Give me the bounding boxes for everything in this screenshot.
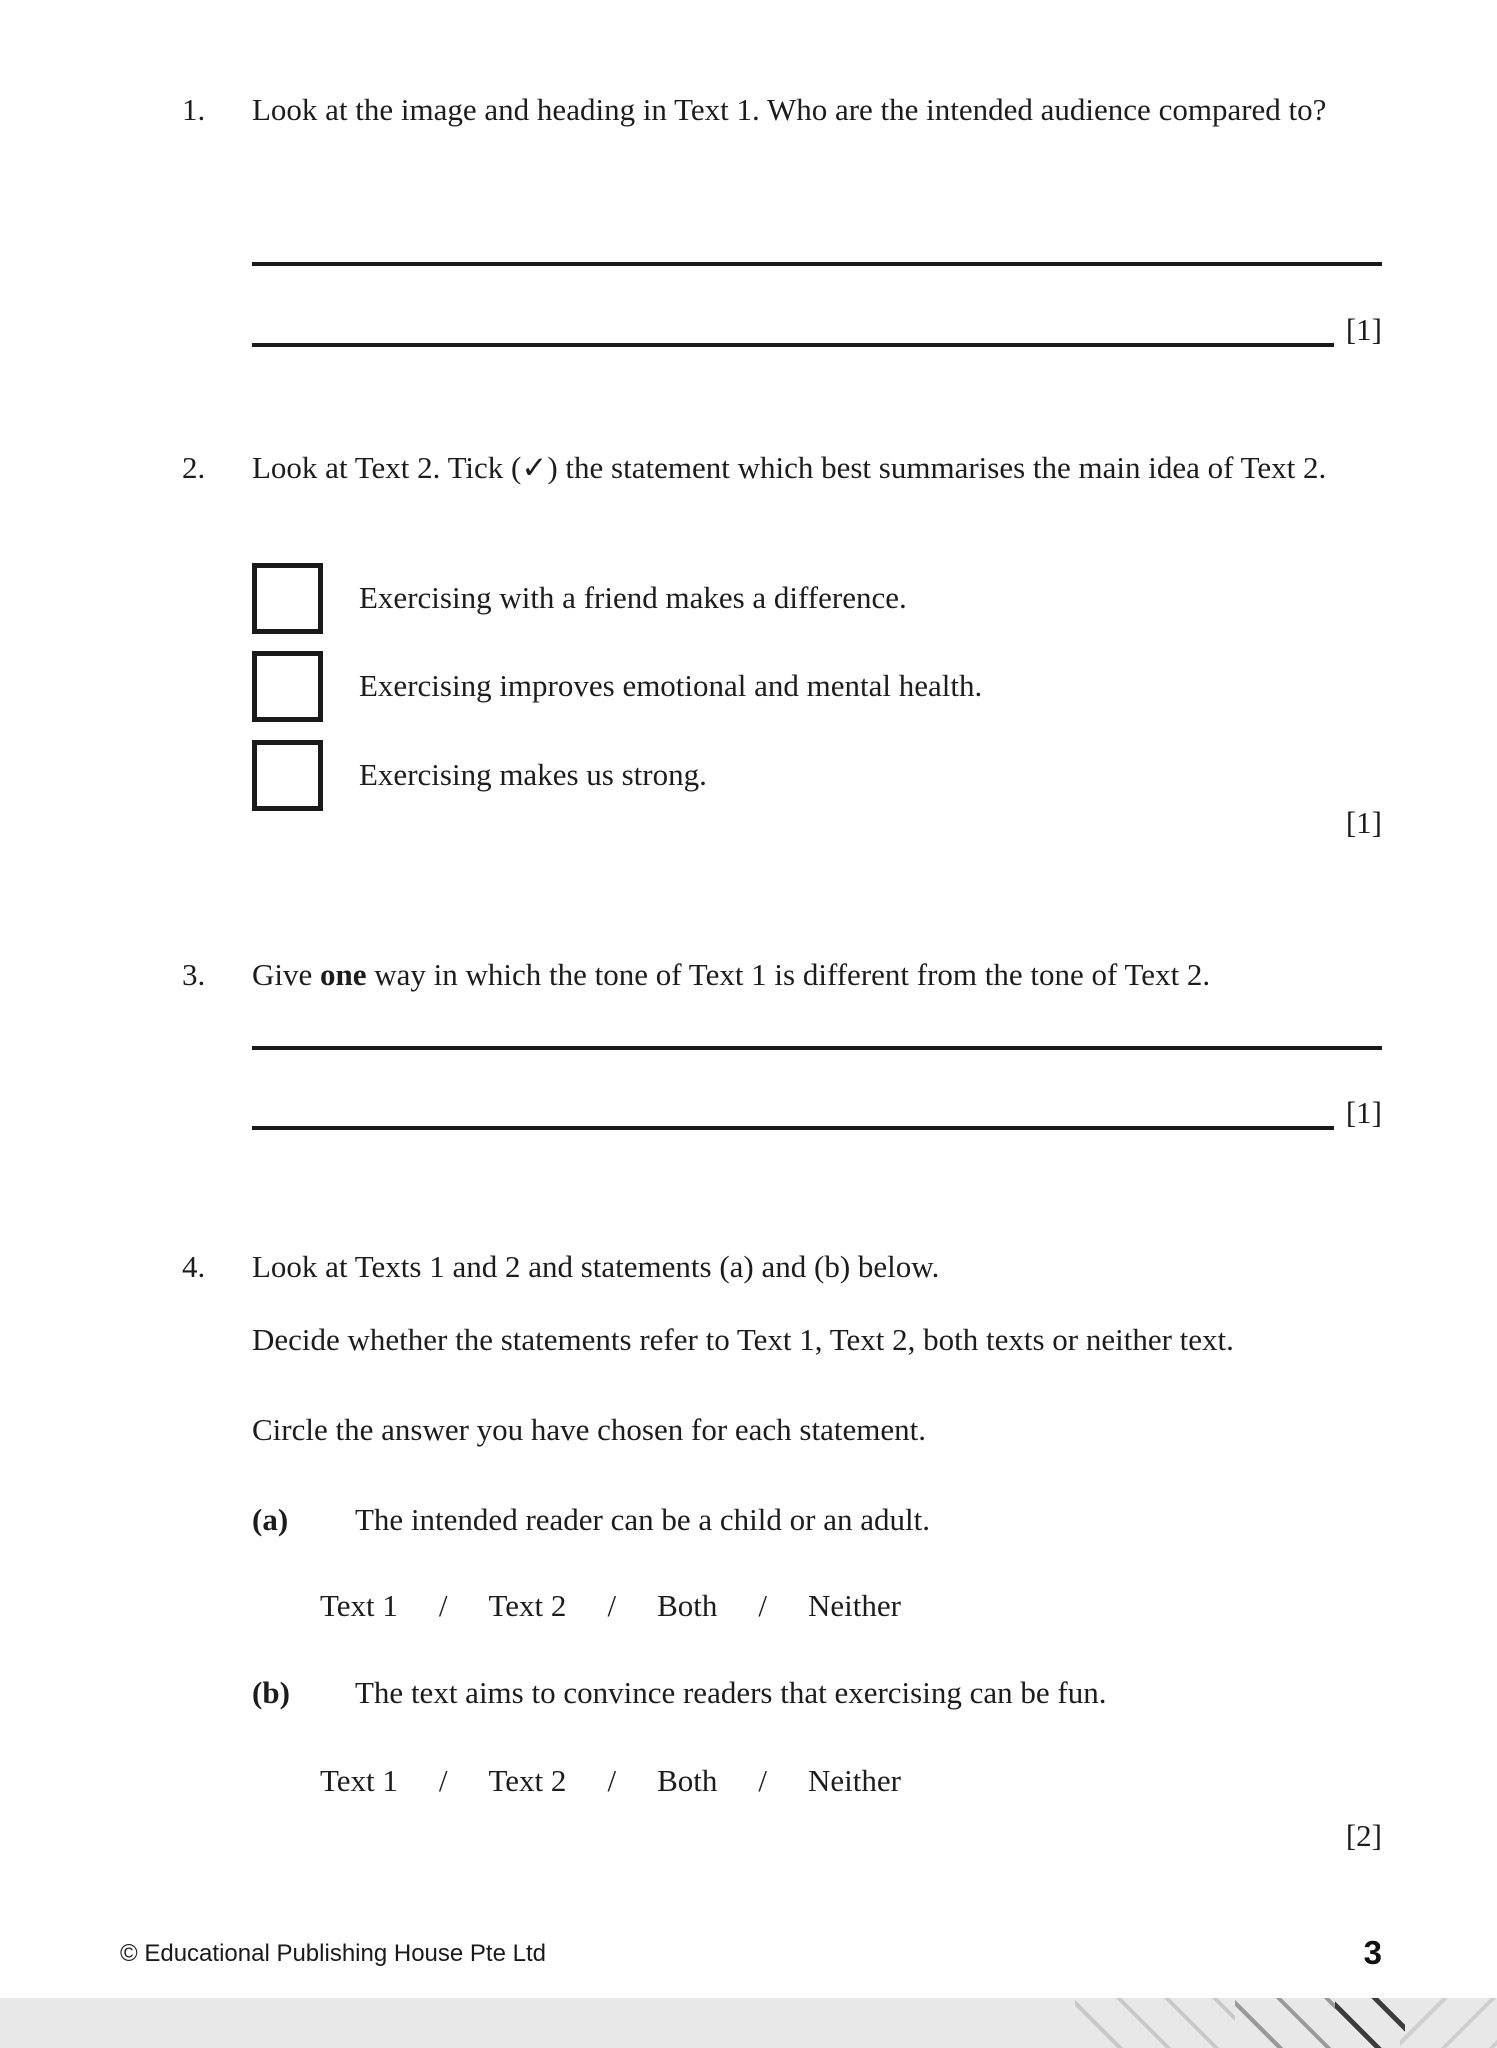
answer-line[interactable]: [252, 303, 1334, 347]
question-2-option-row: [252, 562, 907, 634]
question-4-instruction-2: Decide whether the statements refer to Text 1, Text 2, both texts or neither text.: [252, 1322, 1234, 1357]
checkbox-option-label: Exercising makes us strong.: [359, 757, 707, 792]
page-number: 3: [1363, 1934, 1382, 1971]
corner-stripes-decoration: [1400, 1998, 1497, 2048]
corner-stripes-decoration: [1075, 1998, 1235, 2048]
question-2-text: Look at Text 2. Tick (✓) the statement which best summarises the main idea of Text 2.: [252, 450, 1327, 485]
choice-text-2[interactable]: Text 2: [488, 1588, 567, 1623]
part-a-choices: [320, 1588, 901, 1624]
question-4-marks: [2]: [1345, 1818, 1382, 1853]
part-b-choices: [320, 1763, 901, 1799]
question-2-marks: [1]: [1345, 805, 1382, 840]
bottom-decoration-band: [0, 1998, 1497, 2048]
bold-word: one: [320, 957, 367, 992]
question-3-text-end: way in which the tone of Text 1 is different from the tone of Text 2.: [366, 957, 1211, 992]
answer-line[interactable]: [252, 1086, 1334, 1130]
question-3-marks: [1]: [1345, 1095, 1382, 1130]
corner-stripes-decoration: [1235, 1998, 1335, 2048]
choice-separator: /: [438, 1588, 448, 1623]
answer-line[interactable]: [252, 1006, 1382, 1050]
question-2-option-row: [252, 650, 982, 722]
choice-both[interactable]: Both: [657, 1763, 718, 1798]
choice-separator: /: [438, 1763, 448, 1798]
part-a-label: (a): [252, 1502, 289, 1537]
checkbox[interactable]: [252, 740, 323, 811]
part-b-label: (b): [252, 1675, 290, 1710]
part-b-statement: The text aims to convince readers that exercising can be fun.: [355, 1675, 1107, 1710]
answer-line[interactable]: [252, 222, 1382, 266]
question-3-text-start: Give: [252, 957, 321, 992]
choice-neither[interactable]: Neither: [807, 1763, 901, 1798]
checkbox[interactable]: [252, 651, 323, 722]
question-4: [182, 1242, 1382, 1292]
question-1: [182, 85, 1382, 135]
question-2: [182, 443, 1382, 493]
part-a-statement: The intended reader can be a child or an adult.: [355, 1502, 930, 1537]
question-3-text: [252, 950, 1380, 1000]
footer-copyright: © Educational Publishing House Pte Ltd: [120, 1940, 546, 1967]
choice-text-2[interactable]: Text 2: [488, 1763, 567, 1798]
choice-separator: /: [607, 1588, 617, 1623]
checkbox-option-label: Exercising improves emotional and mental health.: [359, 668, 983, 703]
checkbox[interactable]: [252, 563, 323, 634]
choice-separator: /: [758, 1588, 767, 1623]
question-3: [182, 950, 1382, 1000]
question-4-instruction-1: Look at Texts 1 and 2 and statements (a) and (b) below.: [252, 1249, 940, 1284]
choice-neither[interactable]: Neither: [807, 1588, 901, 1623]
question-2-option-row: [252, 739, 707, 811]
question-1-answer-row-1: [252, 226, 1382, 266]
checkbox-option-label: Exercising with a friend makes a difference.: [359, 580, 907, 615]
question-1-text: Look at the image and heading in Text 1. Who are the intended audience compared to?: [252, 92, 1327, 127]
question-3-answer-row-1: [252, 1010, 1382, 1050]
choice-separator: /: [607, 1763, 617, 1798]
question-4-instruction-3: Circle the answer you have chosen for each statement.: [252, 1412, 926, 1447]
question-1-answer-row-2: [252, 307, 1382, 347]
choice-both[interactable]: Both: [657, 1588, 718, 1623]
choice-text-1[interactable]: Text 1: [320, 1763, 398, 1798]
choice-separator: /: [758, 1763, 767, 1798]
question-1-marks: [1]: [1345, 312, 1382, 347]
question-1-number: 1.: [182, 92, 206, 127]
corner-stripes-decoration: [1335, 1998, 1405, 2048]
question-3-answer-row-2: [252, 1090, 1382, 1130]
question-3-number: 3.: [182, 957, 206, 992]
choice-text-1[interactable]: Text 1: [320, 1588, 398, 1623]
question-2-number: 2.: [182, 450, 206, 485]
question-4-number: 4.: [182, 1249, 206, 1284]
